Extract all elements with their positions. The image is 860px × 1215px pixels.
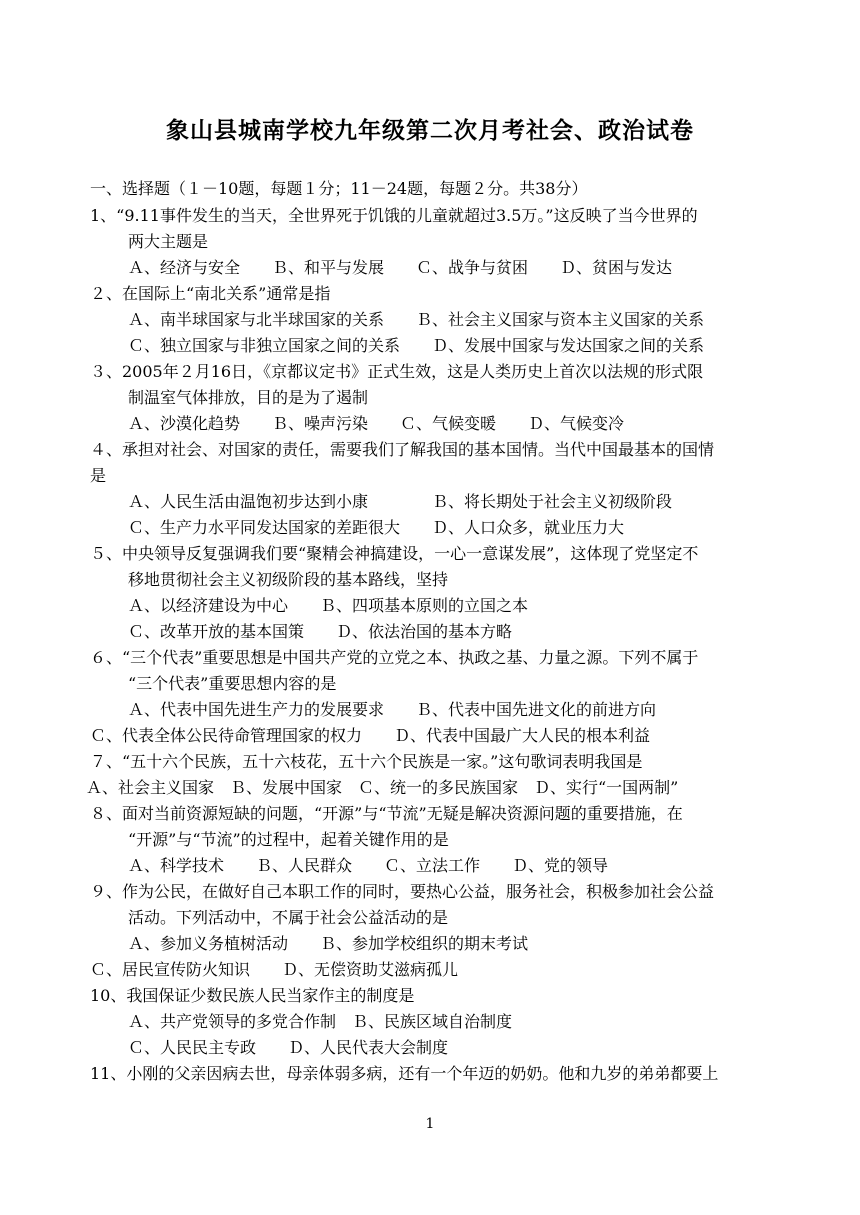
question-4-options-ab: Ａ、人民生活由温饱初步达到小康 Ｂ、将长期处于社会主义初级阶段 <box>128 492 673 511</box>
question-11-stem: 11、小刚的父亲因病去世，母亲体弱多病，还有一个年迈的奶奶。他和九岁的弟弟都要上 <box>90 1064 719 1083</box>
question-8-options: Ａ、科学技术 Ｂ、人民群众 Ｃ、立法工作 Ｄ、党的领导 <box>128 856 609 875</box>
question-7-options: Ａ、社会主义国家 Ｂ、发展中国家 Ｃ、统一的多民族国家 Ｄ、实行“一国两制” <box>86 778 679 797</box>
question-4-options-cd: Ｃ、生产力水平同发达国家的差距很大 Ｄ、人口众多，就业压力大 <box>128 518 625 537</box>
question-6-stem: ６、“三个代表”重要思想是中国共产党的立党之本、执政之基、力量之源。下列不属于 <box>90 648 699 667</box>
question-8-stem: ８、面对当前资源短缺的问题，“开源”与“节流”无疑是解决资源问题的重要措施，在 <box>90 804 683 823</box>
question-5-stem: ５、中央领导反复强调我们要“聚精会神搞建设，一心一意谋发展”，这体现了党坚定不 <box>90 544 699 563</box>
question-3-stem-cont: 制温室气体排放，目的是为了遏制 <box>128 388 369 407</box>
question-5-stem-cont: 移地贯彻社会主义初级阶段的基本路线，坚持 <box>128 570 449 589</box>
question-3-options: Ａ、沙漠化趋势 Ｂ、噪声污染 Ｃ、气候变暖 Ｄ、气候变冷 <box>128 414 625 433</box>
question-8-stem-cont: “开源”与“节流”的过程中，起着关键作用的是 <box>128 830 449 849</box>
question-7-stem: ７、“五十六个民族，五十六枝花，五十六个民族是一家。”这句歌词表明我国是 <box>90 752 643 771</box>
question-2-stem: ２、在国际上“南北关系”通常是指 <box>90 284 331 303</box>
question-5-options-ab: Ａ、以经济建设为中心 Ｂ、四项基本原则的立国之本 <box>128 596 529 615</box>
question-9-options-cd: Ｃ、居民宣传防火知识 Ｄ、无偿资助艾滋病孤儿 <box>90 960 459 979</box>
question-9-stem: ９、作为公民，在做好自己本职工作的同时，要热心公益，服务社会，积极参加社会公益 <box>90 882 715 901</box>
question-1-stem-cont: 两大主题是 <box>128 232 209 251</box>
question-3-stem: ３、2005年２月16日，《京都议定书》正式生效，这是人类历史上首次以法规的形式限 <box>90 362 704 381</box>
question-6-stem-cont: “三个代表”重要思想内容的是 <box>128 674 337 693</box>
question-1-options: Ａ、经济与安全 Ｂ、和平与发展 Ｃ、战争与贫困 Ｄ、贫困与发达 <box>128 258 673 277</box>
question-10-options-cd: Ｃ、人民民主专政 Ｄ、人民代表大会制度 <box>128 1038 449 1057</box>
exam-title: 象山县城南学校九年级第二次月考社会、政治试卷 <box>166 117 694 144</box>
question-5-options-cd: Ｃ、改革开放的基本国策 Ｄ、依法治国的基本方略 <box>128 622 513 641</box>
question-4-stem-cont: 是 <box>90 466 107 485</box>
question-1-stem: 1、“9.11事件发生的当天，全世界死于饥饿的儿童就超过3.5万。”这反映了当今世界的 <box>90 206 698 225</box>
question-6-options-ab: Ａ、代表中国先进生产力的发展要求 Ｂ、代表中国先进文化的前进方向 <box>128 700 657 719</box>
page-number: 1 <box>425 1116 435 1132</box>
question-10-stem: 10、我国保证少数民族人民当家作主的制度是 <box>90 986 415 1005</box>
question-9-stem-cont: 活动。下列活动中，不属于社会公益活动的是 <box>128 908 449 927</box>
section-heading: 一、选择题（１－10题，每题１分；11－24题，每题２分。共38分） <box>90 179 588 198</box>
question-2-options-ab: Ａ、南半球国家与北半球国家的关系 Ｂ、社会主义国家与资本主义国家的关系 <box>128 310 705 329</box>
question-9-options-ab: Ａ、参加义务植树活动 Ｂ、参加学校组织的期末考试 <box>128 934 529 953</box>
question-10-options-ab: Ａ、共产党领导的多党合作制 Ｂ、民族区域自治制度 <box>128 1012 513 1031</box>
question-6-options-cd: Ｃ、代表全体公民待命管理国家的权力 Ｄ、代表中国最广大人民的根本利益 <box>90 726 651 745</box>
question-4-stem: ４、承担对社会、对国家的责任，需要我们了解我国的基本国情。当代中国最基本的国情 <box>90 440 715 459</box>
question-2-options-cd: Ｃ、独立国家与非独立国家之间的关系 Ｄ、发展中国家与发达国家之间的关系 <box>128 336 705 355</box>
